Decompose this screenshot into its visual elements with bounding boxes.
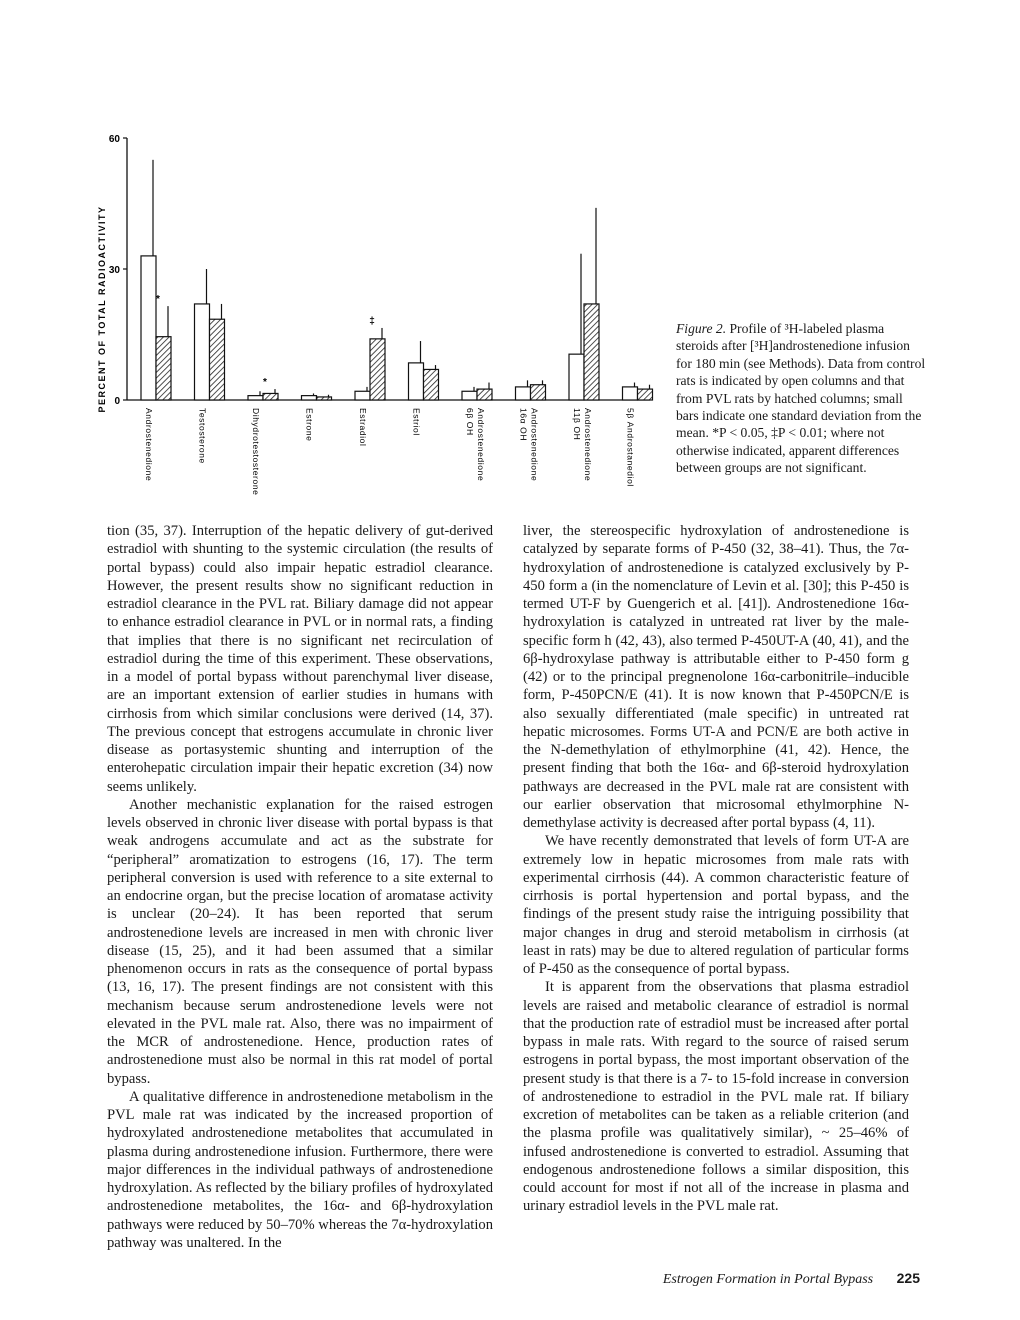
category-label: Estriol: [411, 408, 422, 436]
y-tick-label: 30: [108, 265, 120, 276]
bar-control: [141, 256, 156, 400]
bar-control: [462, 391, 477, 400]
right-paragraph-1: liver, the stereospecific hydroxylation of androstenedione is catalyzed by separate forms of P-450 (32, 38–41). Thus, the 7α-hydroxylation of androstenedione is catalyzed exclusively by P-450 form a (in the nomenclature of Levin et al. [30]; this P-450 is termed UT-F by Guengerich et al. [41]). Androstenedione 16α-hydroxylation is catalyzed in untreated rat liver by the male-specific form h (42, 43), also termed P-450UT-A (40, 41), and the 6β-hydroxylase pathway is attributable either to P-450 form g (42) or to the principal pregnenolone 16α-carbonitrile–inducible form, P-450PCN/E (41). It is now known that P-450PCN/E is also sexually differentiated (male specific) in untreated rat hepatic microsomes. Forms UT-A and PCN/E are both active in the N-demethylation of ethylmorphine (41, 42). Hence, the present finding that both the 16α- and 6β-steroid hydroxylation pathways are decreased in the PVL male rat are consistent with our earlier observation that microsomal ethylmorphine N-demethylase activity is decreased after portal bypass (4, 11).: [523, 523, 909, 831]
bar-pvl: [424, 369, 439, 400]
bar-pvl: [156, 337, 171, 400]
y-tick-label: 0: [114, 396, 120, 407]
category-label: 11β OH: [572, 408, 582, 441]
category-label: Androstenedione: [529, 408, 540, 482]
bar-pvl: [263, 393, 278, 400]
category-label: 16α OH: [518, 408, 529, 442]
bar-control: [623, 387, 638, 400]
significance-mark: ‡: [369, 315, 375, 327]
category-label: Androstenedione: [476, 408, 486, 482]
left-column: [107, 522, 493, 1252]
category-label: Estradiol: [358, 408, 368, 447]
y-tick-label: 60: [108, 134, 120, 145]
figure-caption-text: Profile of ³H-labeled plasma steroids after [³H]androstenedione infusion for 180 min (see Methods). Data from control rats is indicated by open columns and that from PVL rats by hatched columns; small bars indicate one standard deviation from the mean. *P < 0.05, ‡P < 0.01; where not otherwise indicated, apparent differences between groups are not significant.: [676, 321, 926, 476]
right-paragraph-2: We have recently demonstrated that levels of form UT-A are extremely low in hepatic microsomes from male rats with experimental cirrhosis (44). A common characteristic feature of cirrhosis is portal hypertension and portal bypass, and the findings of the present study raise the intriguing possibility that major changes in drug and steroid metabolism in cirrhosis (at least in rats) may be due to altered regulation of particular forms of P-450 as the consequence of portal bypass.: [523, 833, 909, 977]
bar-pvl: [584, 304, 599, 400]
bar-pvl: [370, 339, 385, 400]
left-paragraph-2: Another mechanistic explanation for the raised estrogen levels observed in chronic liver disease with portal bypass is that weak androgens accumulate and act as the substrate for “peripheral” aromatization to estrogens (16, 17). The term peripheral conversion is used with reference to a site external to an endocrine organ, but the precise location of aromatase activity is unclear (20–24). It has been reported that serum androstenedione levels are increased in men with chronic liver disease (15, 25), and it had been assumed that a similar phenomenon occurs in rats as the consequence of portal bypass (13, 16, 17). The present findings are not consistent with this mechanism because serum androstenedione levels were not elevated in the PVL male rat. Also, there was no impairment of the MCR of androstenedione. Hence, production rates of androstenedione must also be normal in this rat model of portal bypass.: [107, 796, 493, 1087]
running-title: Estrogen Formation in Portal Bypass: [662, 1272, 874, 1287]
category-label: Estrone: [304, 408, 315, 442]
figure-caption: [676, 320, 926, 477]
category-label: Testosterone: [197, 408, 208, 464]
y-axis-label: PERCENT OF TOTAL RADIOACTIVITY: [97, 205, 107, 413]
bar-pvl: [531, 385, 546, 400]
bar-control: [302, 396, 317, 400]
page-number: 225: [896, 1270, 920, 1286]
bar-control: [355, 391, 370, 400]
bar-pvl: [638, 389, 653, 400]
bar-pvl: [477, 389, 492, 400]
category-label: Androstenedione: [583, 408, 593, 482]
bar-pvl: [210, 319, 225, 400]
category-label: 6β OH: [465, 408, 475, 436]
right-paragraph-3: It is apparent from the observations that plasma estradiol levels are raised and metabolic clearance of estradiol is normal that the production rate of estradiol must be increased after portal bypass in male rats. With regard to the source of raised serum estrogens in portal bypass, the most important observation of the present study is that there is a 7- to 15-fold increase in conversion of androstenedione to estradiol in the PVL male rat. If biliary excretion of metabolites can be taken as a reliable criterion (and the plasma profile was qualitatively similar), ~ 25–46% of infused androstenedione is converted to estradiol. Assuming that endogenous androstenedione follows a similar disposition, this could account for most if not all of the increase in plasma and urinary estradiol levels in the PVL male rat.: [523, 979, 909, 1215]
figure-caption-label: Figure 2.: [676, 321, 727, 336]
left-paragraph-1: tion (35, 37). Interruption of the hepatic delivery of gut-derived estradiol with shunting to the systemic circulation (the results of portal bypass) could also impair hepatic estradiol clearance. However, the present results show no significant reduction in estradiol clearance in the PVL rat. Biliary damage did not appear to enhance estradiol clearance in PVL or in normal rats, a finding that implies that there is no significant net recirculation of estradiol during the time of this experiment. These observations, in a model of portal bypass without parenchymal liver disease, are an important extension of earlier studies in humans with cirrhosis from which similar conclusions were derived (14, 37). The previous concept that estrogens accumulate in chronic liver disease as portasystemic shunting and interruption of the enterohepatic circulation impair their hepatic excretion (34) now seems unlikely.: [107, 523, 493, 795]
significance-mark: *: [156, 294, 160, 306]
significance-mark: *: [263, 377, 267, 389]
bar-control: [195, 304, 210, 400]
figure-2-chart: [80, 120, 660, 500]
bar-pvl: [317, 397, 332, 400]
bar-control: [248, 396, 263, 400]
category-label: Androstenedione: [144, 408, 154, 482]
category-label: 5β Androstanediol: [625, 408, 636, 487]
bar-control: [569, 354, 584, 400]
category-label: Dihydrotestosterone: [251, 408, 261, 496]
left-paragraph-3: A qualitative difference in androstenedione metabolism in the PVL male rat was indicated by the increased proportion of hydroxylated androstenedione metabolites that accumulated in plasma during androstenedione infusion. Furthermore, there were major differences in the individual pathways of androstenedione hydroxylation. As reflected by the biliary profiles of hydroxylated androstenedione metabolites, the 16α- and 6β-hydroxylation pathways were reduced by 50–70% whereas the 7α-hydroxylation pathway was unaltered. In the: [107, 1088, 493, 1251]
bar-control: [516, 387, 531, 400]
bar-control: [409, 363, 424, 400]
page-footer: [560, 1270, 920, 1288]
right-column: [523, 522, 909, 1216]
